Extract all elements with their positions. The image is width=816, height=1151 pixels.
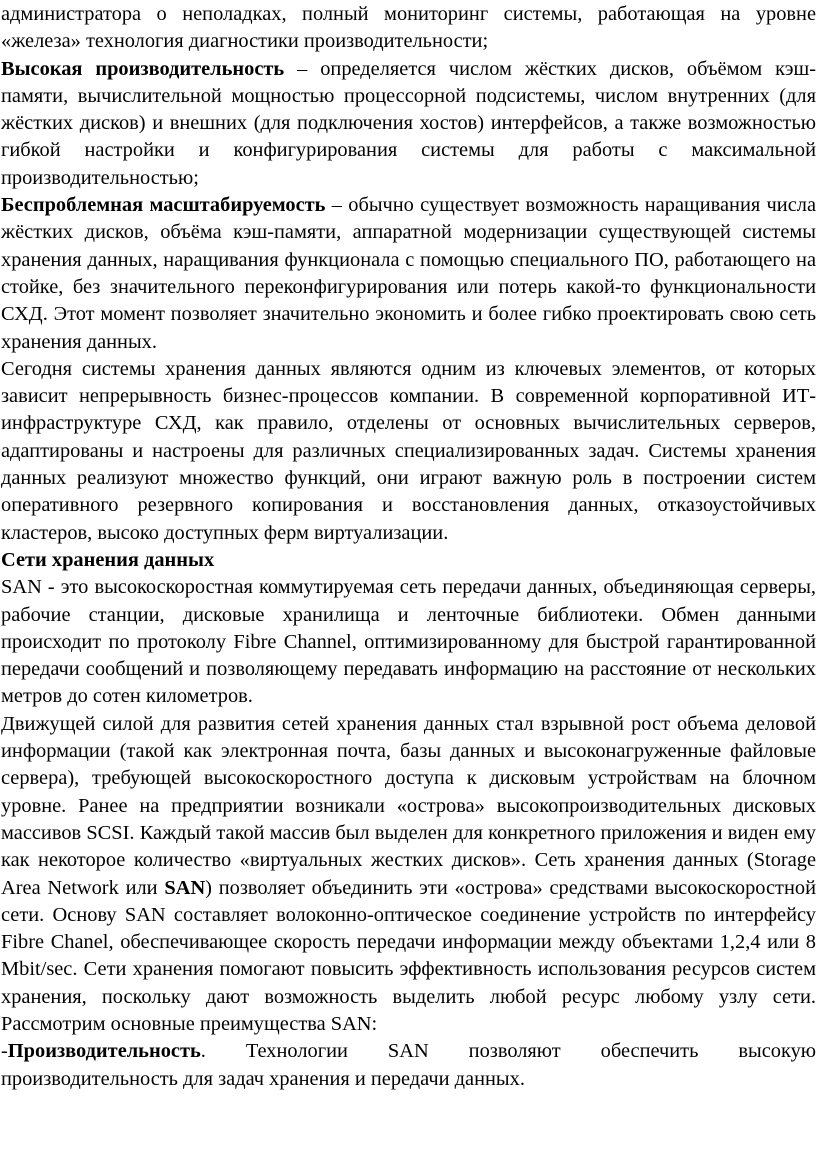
paragraph-text: Движущей силой для развития сетей хранения данных стал взрывной рост объема деловой информации (такой как электронная почта, базы данных и высоконагруженные файловые сервера), требующей высокоскоростного доступа к дисковым устройствам на блочном уровне. Ранее на предприятии возникали «острова» высокопроизводительных дисковых массивов SCSI. Каждый такой массив был выделен для конкретного приложения и виден ему как некоторое количество «виртуальных жестких дисков». Сеть хранения данных (Storage Area Network или (1, 712, 816, 899)
paragraph-text: – обычно существует возможность наращивания числа жёстких дисков, объёма кэш-памяти, аппаратной модернизации существующей системы хранения данных, наращивания функционала с помощью специального ПО, работающего на стойке, без значительного переконфигурирования или потерь какой-то функциональности СХД. Этот момент позволяет значительно экономить и более гибко проектировать свою сеть хранения данных. (1, 194, 816, 353)
paragraph-performance-advantage (1, 1038, 816, 1093)
paragraph-high-performance (1, 56, 816, 192)
list-dash: - (1, 1040, 8, 1063)
paragraph-san-definition (1, 574, 816, 710)
paragraph-driving-force (1, 711, 816, 1039)
paragraph-storage-today (1, 356, 816, 547)
paragraph-scalability (1, 192, 816, 356)
paragraph-text: администратора о неполадках, полный мониторинг системы, работающая на уровне «железа» технология диагностики производительности; (1, 3, 816, 53)
section-heading: Сети хранения данных (1, 548, 215, 571)
term-performance: Производительность (7, 1040, 201, 1063)
paragraph-diagnostics (1, 1, 816, 56)
paragraph-text: . Технологии SAN позволяют обеспечить высокую производительность для задач хранения и передачи данных. (1, 1040, 816, 1090)
paragraph-text: Сегодня системы хранения данных являются одним из ключевых элементов, от которых зависит непрерывность бизнес-процессов компании. В современной корпоративной ИТ-инфраструктуре СХД, как правило, отделены от основных вычислительных серверов, адаптированы и настроены для различных специализированных задач. Системы хранения данных реализуют множество функций, они играют важную роль в построении систем оперативного резервного копирования и восстановления данных, отказоустойчивых кластеров, высоко доступных ферм виртуализации. (1, 357, 816, 544)
paragraph-text: – определяется числом жёстких дисков, объёмом кэш-памяти, вычислительной мощностью процессорной подсистемы, числом внутренних (для жёстких дисков) и внешних (для подключения хостов) интерфейсов, а также возможностью гибкой настройки и конфигурирования системы для работы с максимальной производительностью; (1, 57, 816, 189)
paragraph-text: ) позволяет объединить эти «острова» средствами высокоскоростной сети. Основу SAN составляет волоконно-оптическое соединение устройств по интерфейсу Fibre Chanel, обеспечивающее скорость передачи информации между объектами 1,2,4 или 8 Mbit/sec. Сети хранения помогают повысить эффективность использования ресурсов систем хранения, поскольку дают возможность выделить любой ресурс любому узлу сети. Рассмотрим основные преимущества SAN: (1, 876, 816, 1035)
paragraph-text: SAN - это высокоскоростная коммутируемая сеть передачи данных, объединяющая серверы, рабочие станции, дисковые хранилища и ленточные библиотеки. Обмен данными происходит по протоколу Fibre Channel, оптимизированному для быстрой гарантированной передачи сообщений и позволяющему передавать информацию на расстояние от нескольких метров до сотен километров. (1, 576, 816, 708)
term-high-performance: Высокая производительность (1, 57, 285, 80)
term-san: SAN (164, 876, 206, 899)
term-scalability: Беспроблемная масштабируемость (1, 194, 326, 217)
